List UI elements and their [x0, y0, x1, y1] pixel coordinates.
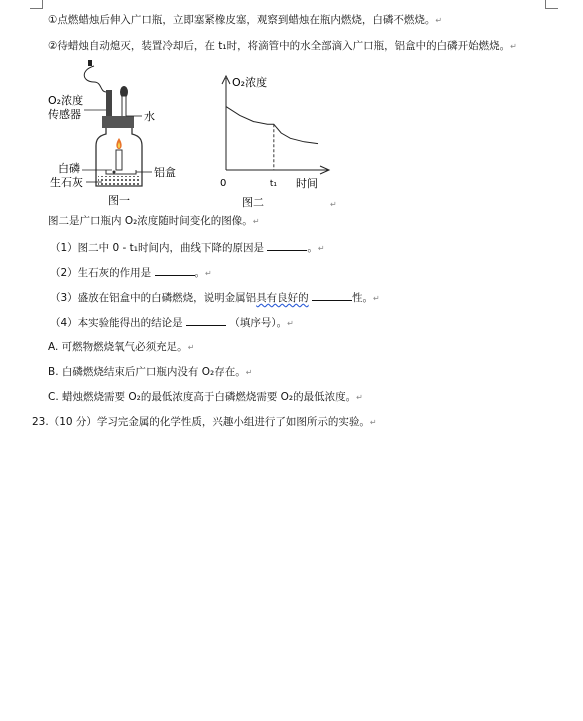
question-1-suffix: 。 — [307, 242, 318, 254]
option-c-text: C. 蜡烛燃烧需要 O₂的最低浓度高于白磷燃烧需要 O₂的最低浓度。 — [48, 391, 357, 403]
paragraph-mark: ↵ — [369, 418, 377, 427]
sensor-plug — [88, 60, 92, 66]
question-4 — [50, 315, 294, 331]
step-2-content: ②待蜡烛自动熄灭，装置冷却后，在 t₁时，将滴管中的水全部滴入广口瓶，铝盒中的白磷开始燃烧。 — [48, 40, 511, 52]
page-corner-mark-right — [545, 0, 558, 9]
intro-text — [48, 214, 260, 229]
question-2-answer-blank[interactable] — [155, 265, 195, 276]
label-sensor-line1: O₂浓度 — [48, 94, 84, 107]
option-c — [48, 390, 363, 405]
question-3-wavy-text: 具有良好的 — [256, 292, 309, 304]
option-a-text: A. 可燃物燃烧氧气必须充足。 — [48, 341, 188, 353]
label-box: 铝盒 — [154, 166, 176, 179]
question-2-suffix: 。 — [194, 267, 206, 279]
chart-t1-label: t₁ — [269, 179, 277, 189]
candle — [116, 150, 122, 170]
option-b-text: B. 白磷燃烧结束后广口瓶内没有 O₂存在。 — [48, 366, 246, 378]
figure-1-apparatus — [44, 58, 194, 210]
figure-1-caption: 图一 — [108, 194, 130, 207]
label-sensor-line2: 传感器 — [48, 108, 81, 121]
question-3-answer-blank[interactable] — [312, 290, 352, 301]
question-1-answer-blank[interactable] — [267, 240, 307, 251]
rubber-stopper — [102, 116, 134, 128]
question-23-heading — [32, 415, 377, 430]
paragraph-mark: ↵ — [373, 294, 380, 303]
question-2-prefix: （2）生石灰的作用是 — [50, 267, 152, 279]
label-water: 水 — [144, 110, 155, 123]
paragraph-mark: ↵ — [252, 217, 260, 226]
page-corner-mark-left — [30, 0, 43, 9]
paragraph-mark: ↵ — [245, 368, 253, 377]
question-3 — [50, 290, 380, 306]
intro-content: 图二是广口瓶内 O₂浓度随时间变化的图像。 — [48, 215, 253, 227]
step-2-text — [48, 39, 517, 54]
sensor-cable — [84, 66, 106, 92]
chart-ylabel: O₂浓度 — [232, 76, 268, 89]
figure-2-chart — [212, 72, 338, 212]
paragraph-mark: ↵ — [435, 16, 443, 25]
paragraph-mark: ↵ — [317, 244, 325, 253]
paragraph-mark: ↵ — [356, 393, 363, 402]
question-23-text: 23.（10 分）学习完金属的化学性质，兴趣小组进行了如图所示的实验。 — [32, 416, 370, 428]
question-3-suffix: 性。 — [352, 292, 374, 304]
step-1-content: ①点燃蜡烛后伸入广口瓶，立即塞紧橡皮塞，观察到蜡烛在瓶内燃烧，白磷不燃烧。 — [48, 14, 436, 26]
paragraph-mark: ↵ — [205, 269, 212, 278]
option-a — [48, 340, 194, 355]
question-4-suffix: （填序号）。 — [229, 317, 288, 329]
question-4-answer-blank[interactable] — [186, 315, 226, 326]
chart-xlabel: 时间 — [296, 177, 318, 190]
o2-concentration-curve — [226, 107, 318, 144]
option-b — [48, 365, 252, 380]
label-lime: 生石灰 — [50, 176, 83, 189]
aluminum-box — [106, 170, 136, 174]
paragraph-mark: ↵ — [187, 343, 195, 352]
question-3-prefix: （3）盛放在铝盒中的白磷燃烧，说明金属铝 — [50, 292, 257, 304]
paragraph-mark: ↵ — [330, 200, 337, 209]
label-phosphorus: 白磷 — [58, 162, 80, 175]
chart-origin-label: 0 — [220, 178, 227, 189]
paragraph-mark: ↵ — [510, 42, 517, 51]
question-1-prefix: （1）图二中 0 - t₁时间内，曲线下降的原因是 — [50, 242, 264, 254]
paragraph-mark: ↵ — [287, 319, 294, 328]
question-4-prefix: （4）本实验能得出的结论是 — [50, 317, 183, 329]
question-1 — [50, 240, 325, 256]
figure-2-caption: 图二 — [242, 196, 264, 209]
white-phosphorus — [113, 171, 116, 174]
question-2 — [50, 265, 212, 281]
quicklime-layer — [98, 176, 140, 185]
step-1-text — [48, 13, 442, 28]
